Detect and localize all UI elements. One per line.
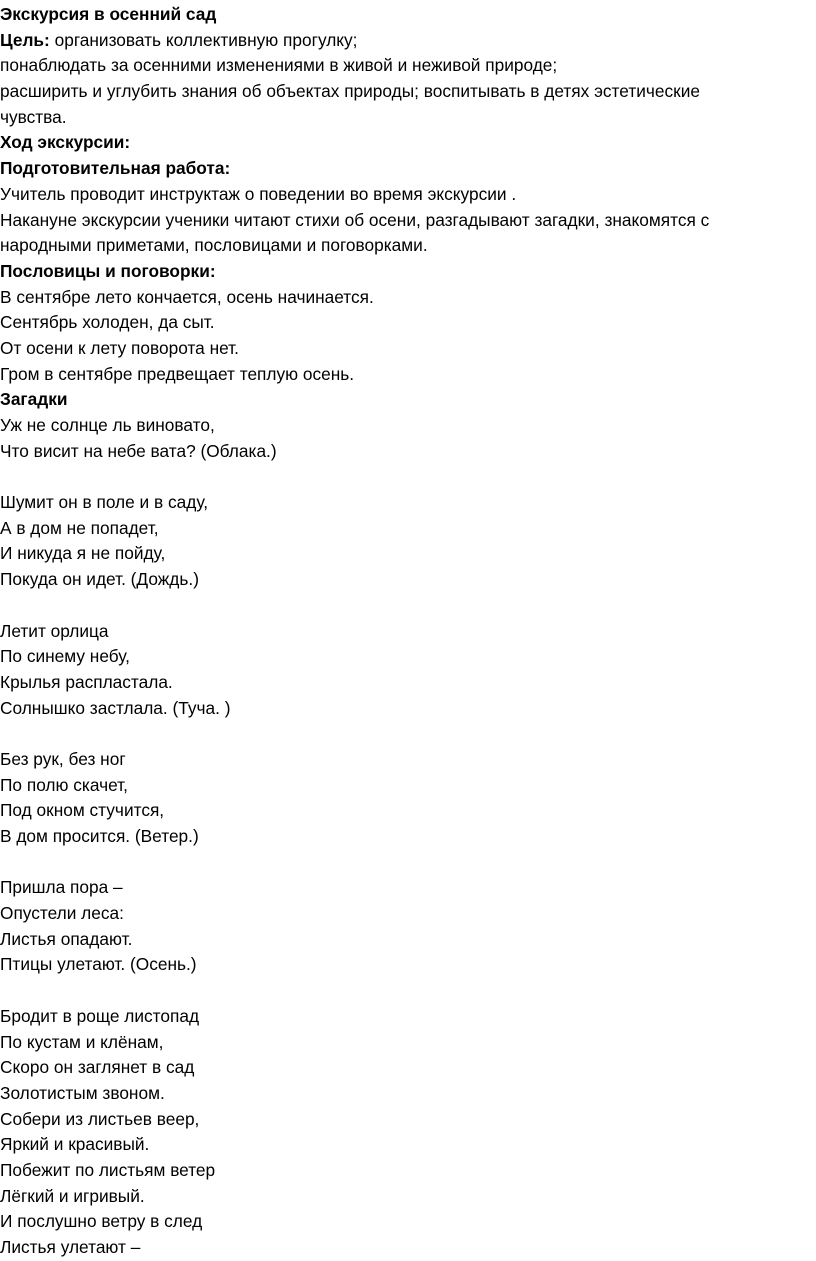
proverb-line: Гром в сентябре предвещает теплую осень. [0, 363, 355, 384]
riddles-heading: Загадки [0, 389, 68, 410]
riddle-line: Шумит он в поле и в саду, [0, 492, 209, 513]
riddle-line: Опустели леса: [0, 903, 124, 924]
preparation-line: народными приметами, пословицами и поговорками. [0, 235, 428, 256]
riddle-line: Уж не солнце ль виновато, [0, 415, 215, 435]
riddle-line: Птицы улетают. (Осень.) [0, 954, 197, 975]
goal-line [0, 28, 816, 54]
riddle-line: Бродит в роще листопад [0, 1005, 200, 1026]
riddle-line: Листья опадают. [0, 928, 133, 949]
riddle-block [0, 413, 816, 464]
blank-line [0, 850, 816, 876]
riddle-line: Побежит по листьям ветер [0, 1159, 216, 1180]
riddle-line: Под окном стучится, [0, 800, 165, 821]
riddle-line: В дом просится. (Ветер.) [0, 826, 199, 846]
riddle-line: Летит орлица [0, 620, 109, 641]
riddle-line: Золотистым звоном. [0, 1082, 165, 1103]
riddle-line: И послушно ветру в след [0, 1211, 203, 1232]
goal-label: Цель: [0, 29, 50, 50]
proverb-line: От осени к лету поворота нет. [0, 337, 239, 358]
riddle-line: Листья улетают – [0, 1237, 141, 1257]
riddle-block [0, 875, 816, 978]
goal-text: организовать коллективную прогулку; [49, 29, 358, 50]
riddle-line: Лёгкий и игривый. [0, 1185, 145, 1206]
document-title: Экскурсия в осенний сад [0, 4, 217, 24]
riddle-line: И никуда я не пойду, [0, 543, 166, 564]
riddle-block [0, 619, 816, 722]
riddle-line: Скоро он заглянет в сад [0, 1057, 195, 1078]
preparation-line: Учитель проводит инструктаж о поведении во время экскурсии . [0, 183, 517, 204]
goal-text-line: чувства. [0, 106, 67, 127]
proverb-line: Сентябрь холоден, да сыт. [0, 312, 215, 333]
riddle-line: Крылья распластала. [0, 671, 173, 692]
riddle-line: Солнышко застлала. (Туча. ) [0, 697, 231, 718]
riddle-line: По синему небу, [0, 646, 130, 667]
riddle-block [0, 1004, 816, 1261]
riddle-line: Пришла пора – [0, 877, 123, 898]
riddle-line: А в дом не попадет, [0, 517, 159, 538]
riddle-block [0, 747, 816, 850]
blank-line [0, 721, 816, 747]
blank-line [0, 464, 816, 490]
riddle-line: Собери из листьев веер, [0, 1108, 200, 1129]
goal-text-line: понаблюдать за осенними изменениями в живой и неживой природе; [0, 55, 558, 76]
riddle-block [0, 490, 816, 593]
proverb-line: В сентябре лето кончается, осень начинается. [0, 286, 374, 307]
riddle-line: По кустам и клёнам, [0, 1031, 164, 1052]
riddle-line: Что висит на небе вата? (Облака.) [0, 440, 277, 461]
goal-text-line: расширить и углубить знания об объектах природы; воспитывать в детях эстетические [0, 81, 700, 102]
blank-line [0, 978, 816, 1004]
progress-heading: Ход экскурсии: [0, 132, 131, 153]
blank-line [0, 593, 816, 619]
riddle-line: Покуда он идет. (Дождь.) [0, 569, 199, 590]
riddle-line: Без рук, без ног [0, 748, 126, 769]
proverbs-heading: Пословицы и поговорки: [0, 260, 216, 281]
preparation-heading: Подготовительная работа: [0, 158, 231, 179]
riddle-line: По полю скачет, [0, 774, 128, 795]
riddle-line: Яркий и красивый. [0, 1134, 150, 1155]
preparation-line: Накануне экскурсии ученики читают стихи об осени, разгадывают загадки, знакомятся с [0, 209, 710, 230]
